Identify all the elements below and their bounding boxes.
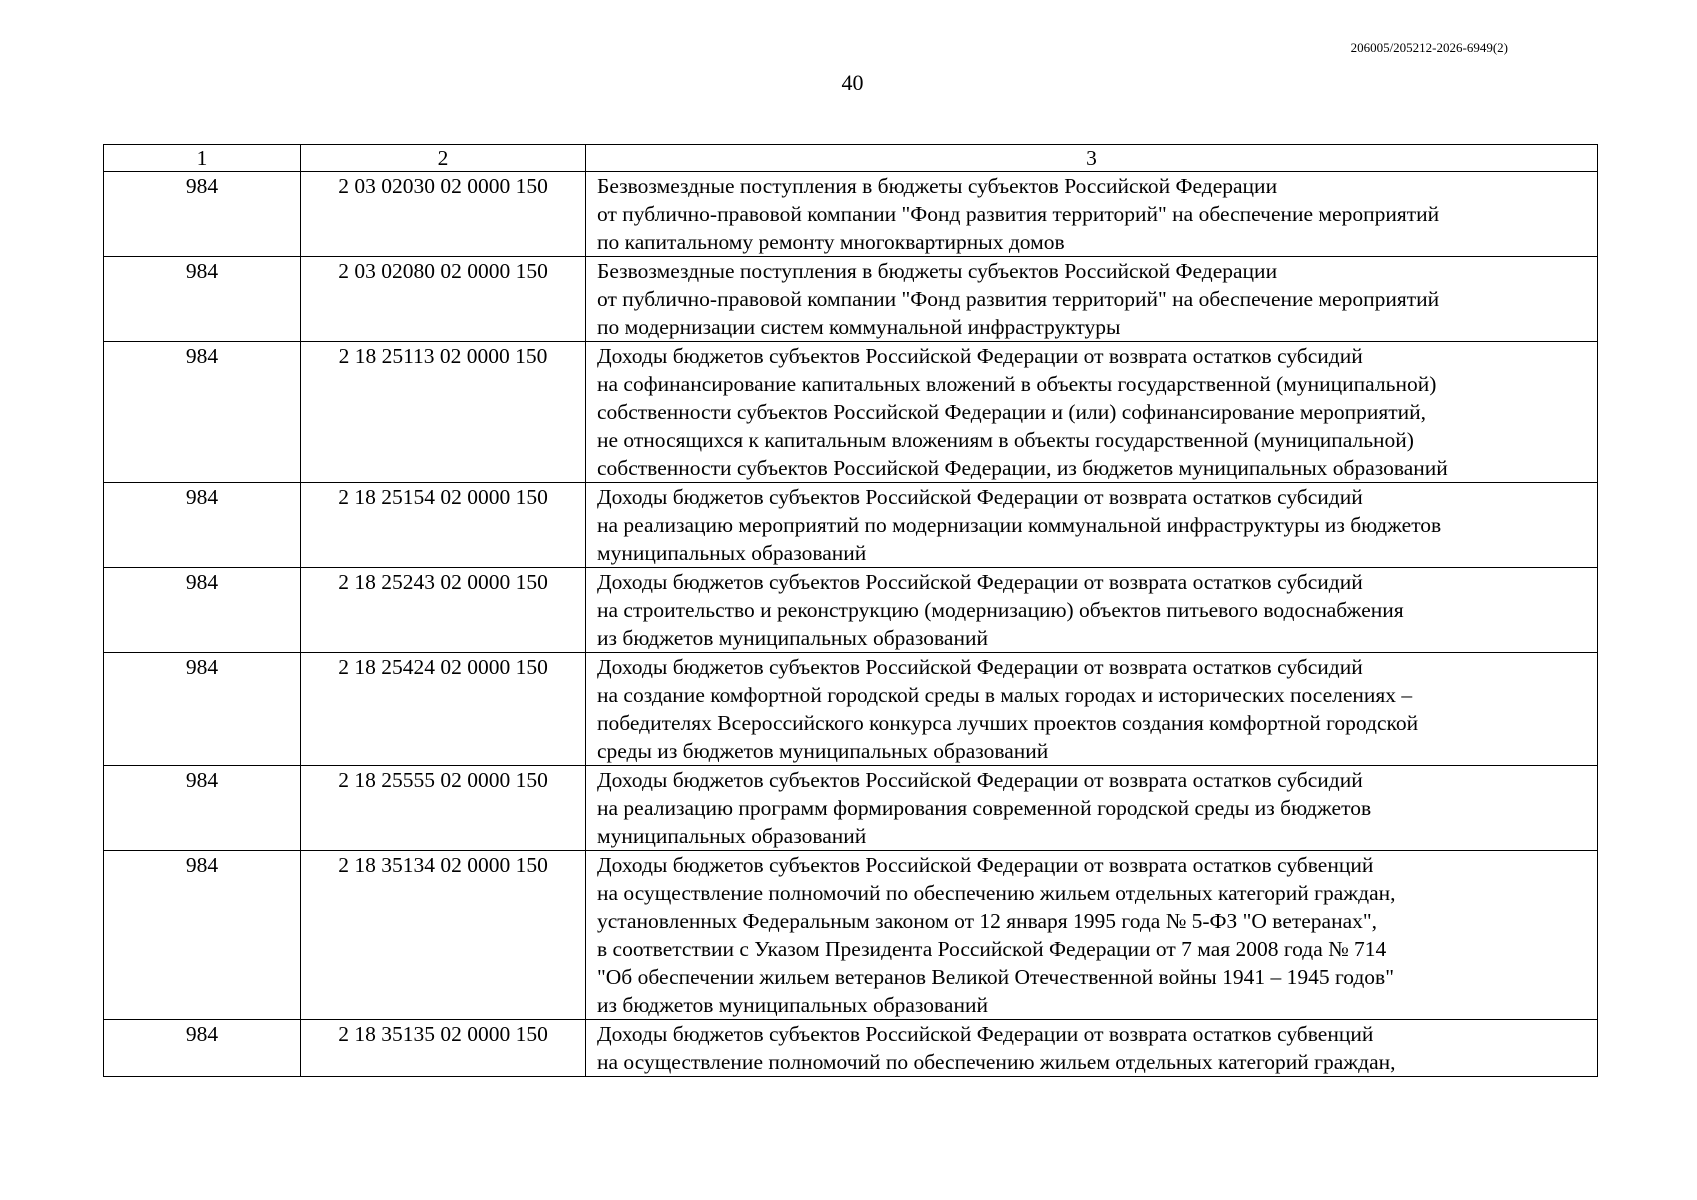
description-line: Безвозмездные поступления в бюджеты субъектов Российской Федерации xyxy=(597,174,1278,198)
income-code-cell: 2 18 25113 02 0000 150 xyxy=(301,342,586,483)
income-code-cell: 2 03 02030 02 0000 150 xyxy=(301,172,586,257)
description-cell xyxy=(586,851,1598,1020)
column-header-1: 1 xyxy=(104,145,301,172)
income-code-cell: 2 18 25154 02 0000 150 xyxy=(301,483,586,568)
table-row xyxy=(104,342,1598,483)
table-row xyxy=(104,257,1598,342)
description-line: на осуществление полномочий по обеспечению жильем отдельных категорий граждан, xyxy=(597,1050,1396,1074)
description-cell xyxy=(586,766,1598,851)
admin-code-cell: 984 xyxy=(104,568,301,653)
table-header-row xyxy=(104,145,1598,172)
table-row xyxy=(104,1020,1598,1077)
description-line: муниципальных образований xyxy=(597,824,867,848)
admin-code-cell: 984 xyxy=(104,172,301,257)
admin-code-cell: 984 xyxy=(104,1020,301,1077)
description-line: из бюджетов муниципальных образований xyxy=(597,993,988,1017)
description-line: Доходы бюджетов субъектов Российской Федерации от возврата остатков субвенций xyxy=(597,1022,1374,1046)
income-code-cell: 2 18 25424 02 0000 150 xyxy=(301,653,586,766)
description-line: на реализацию мероприятий по модернизации коммунальной инфраструктуры из бюджетов xyxy=(597,513,1442,537)
income-code-cell: 2 18 25243 02 0000 150 xyxy=(301,568,586,653)
description-line: среды из бюджетов муниципальных образований xyxy=(597,739,1049,763)
page-number: 40 xyxy=(841,70,864,95)
registration-number: 206005/205212-2026-6949(2) xyxy=(1350,40,1508,55)
table-row xyxy=(104,568,1598,653)
table-row xyxy=(104,172,1598,257)
description-line: на осуществление полномочий по обеспечению жильем отдельных категорий граждан, xyxy=(597,881,1396,905)
income-code-cell: 2 18 35134 02 0000 150 xyxy=(301,851,586,1020)
description-cell xyxy=(586,1020,1598,1077)
description-line: Безвозмездные поступления в бюджеты субъектов Российской Федерации xyxy=(597,259,1278,283)
description-line: собственности субъектов Российской Федерации, из бюджетов муниципальных образований xyxy=(597,456,1448,480)
income-code-cell: 2 18 35135 02 0000 150 xyxy=(301,1020,586,1077)
description-line: установленных Федеральным законом от 12 января 1995 года № 5-ФЗ "О ветеранах", xyxy=(597,909,1378,933)
description-cell xyxy=(586,483,1598,568)
admin-code-cell: 984 xyxy=(104,342,301,483)
description-line: Доходы бюджетов субъектов Российской Федерации от возврата остатков субсидий xyxy=(597,485,1363,509)
admin-code-cell: 984 xyxy=(104,766,301,851)
description-line: на реализацию программ формирования современной городской среды из бюджетов xyxy=(597,796,1372,820)
description-line: муниципальных образований xyxy=(597,541,867,565)
description-line: Доходы бюджетов субъектов Российской Федерации от возврата остатков субвенций xyxy=(597,853,1374,877)
column-header-3: 3 xyxy=(586,145,1598,172)
table-row xyxy=(104,483,1598,568)
description-line: по капитальному ремонту многоквартирных домов xyxy=(597,230,1065,254)
description-cell xyxy=(586,257,1598,342)
description-cell xyxy=(586,568,1598,653)
admin-code-cell: 984 xyxy=(104,257,301,342)
description-line: на софинансирование капитальных вложений в объекты государственной (муниципальной) xyxy=(597,372,1437,396)
description-line: победителях Всероссийского конкурса лучших проектов создания комфортной городской xyxy=(597,711,1419,735)
description-line: на строительство и реконструкцию (модернизацию) объектов питьевого водоснабжения xyxy=(597,598,1404,622)
column-header-2: 2 xyxy=(301,145,586,172)
description-line: из бюджетов муниципальных образований xyxy=(597,626,988,650)
description-cell xyxy=(586,342,1598,483)
table-row xyxy=(104,766,1598,851)
table-row xyxy=(104,851,1598,1020)
table-body xyxy=(104,172,1598,1077)
income-code-cell: 2 03 02080 02 0000 150 xyxy=(301,257,586,342)
budget-income-table xyxy=(103,144,1598,1077)
income-code-cell: 2 18 25555 02 0000 150 xyxy=(301,766,586,851)
description-line: в соответствии с Указом Президента Российской Федерации от 7 мая 2008 года № 714 xyxy=(597,937,1387,961)
admin-code-cell: 984 xyxy=(104,851,301,1020)
description-cell xyxy=(586,653,1598,766)
description-line: собственности субъектов Российской Федерации и (или) софинансирование мероприятий, xyxy=(597,400,1427,424)
admin-code-cell: 984 xyxy=(104,483,301,568)
description-cell xyxy=(586,172,1598,257)
description-line: от публично-правовой компании "Фонд развития территорий" на обеспечение мероприятий xyxy=(597,202,1440,226)
admin-code-cell: 984 xyxy=(104,653,301,766)
description-line: от публично-правовой компании "Фонд развития территорий" на обеспечение мероприятий xyxy=(597,287,1440,311)
table-row xyxy=(104,653,1598,766)
description-line: по модернизации систем коммунальной инфраструктуры xyxy=(597,315,1121,339)
description-line: Доходы бюджетов субъектов Российской Федерации от возврата остатков субсидий xyxy=(597,768,1363,792)
description-line: Доходы бюджетов субъектов Российской Федерации от возврата остатков субсидий xyxy=(597,570,1363,594)
description-line: не относящихся к капитальным вложениям в объекты государственной (муниципальной) xyxy=(597,428,1414,452)
description-line: Доходы бюджетов субъектов Российской Федерации от возврата остатков субсидий xyxy=(597,344,1363,368)
description-line: на создание комфортной городской среды в малых городах и исторических поселениях – xyxy=(597,683,1413,707)
description-line: Доходы бюджетов субъектов Российской Федерации от возврата остатков субсидий xyxy=(597,655,1363,679)
description-line: "Об обеспечении жильем ветеранов Великой Отечественной войны 1941 – 1945 годов" xyxy=(597,965,1394,989)
